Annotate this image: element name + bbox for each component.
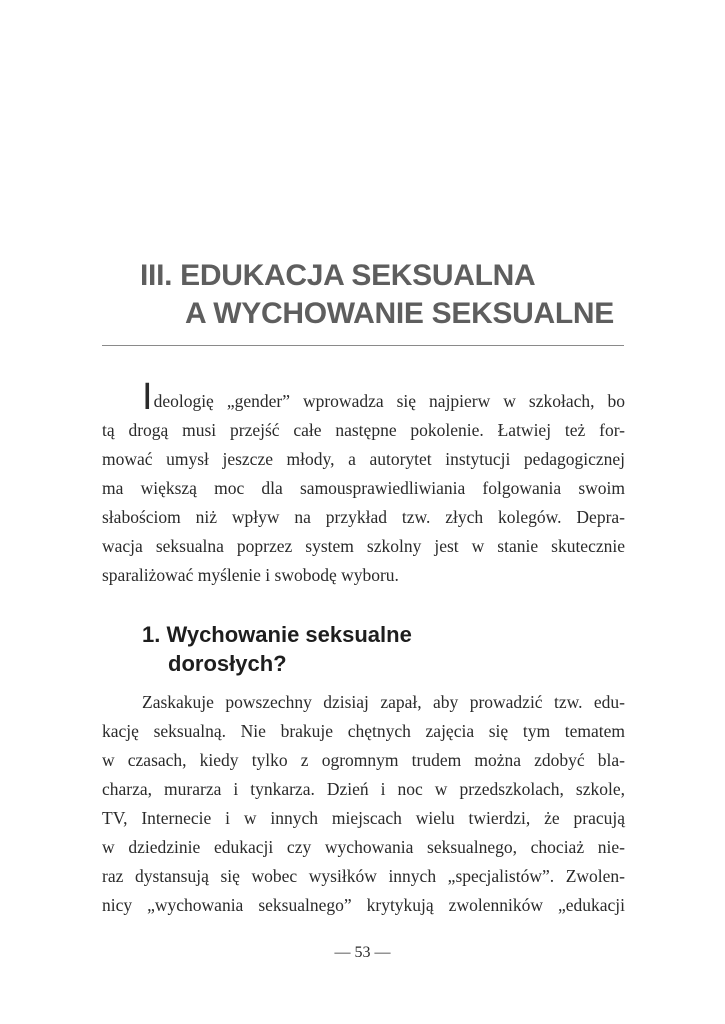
section-title-line-2: dorosłych? <box>168 651 287 676</box>
section-title-line-1: 1. Wychowanie seksualne <box>142 622 412 647</box>
body-line-5: TV, Internecie i w innych miejscach wielu twierdzi, że pracują <box>102 808 625 828</box>
intro-line-5: słabościom niż wpływ na przykład tzw. złych kolegów. Depra- <box>102 507 625 527</box>
intro-line-3: mować umysł jeszcze młody, a autorytet instytucji pedagogicznej <box>102 449 625 469</box>
intro-line-2: tą drogą musi przejść całe następne pokolenie. Łatwiej też for- <box>102 420 625 440</box>
intro-line-7: sparaliżować myślenie i swobodę wyboru. <box>102 565 399 585</box>
body-line-7: raz dystansują się wobec wysiłków innych „specjalistów”. Zwolen- <box>102 866 625 886</box>
intro-paragraph <box>102 376 625 590</box>
intro-line-1 <box>102 376 625 418</box>
intro-line-1-text: deologię „gender” wprowadza się najpierw w szkołach, bo <box>153 391 625 411</box>
body-line-3: w czasach, kiedy tylko z ogromnym trudem można zdobyć bla- <box>102 750 625 770</box>
body-paragraph <box>102 688 625 920</box>
chapter-title-line-2: A WYCHOWANIE SEKSUALNE <box>185 297 614 330</box>
chapter-title-line-1: III. EDUKACJA SEKSUALNA <box>140 259 536 292</box>
body-line-8: nicy „wychowania seksualnego” krytykują zwolenników „edukacji <box>102 895 625 915</box>
chapter-title <box>140 257 640 333</box>
drop-initial: I <box>142 376 153 418</box>
body-line-2: kację seksualną. Nie brakuje chętnych zajęcia się tym tematem <box>102 721 625 741</box>
body-line-1: Zaskakuje powszechny dzisiaj zapał, aby prowadzić tzw. edu- <box>142 692 625 712</box>
intro-line-4: ma większą moc dla samousprawiedliwiania folgowania swoim <box>102 478 625 498</box>
title-divider <box>102 345 624 346</box>
section-title <box>142 620 542 678</box>
body-line-4: charza, murarza i tynkarza. Dzień i noc w przedszkolach, szkole, <box>102 779 625 799</box>
page-number: — 53 — <box>334 944 391 961</box>
intro-line-6: wacja seksualna poprzez system szkolny jest w stanie skutecznie <box>102 536 625 556</box>
body-line-6: w dziedzinie edukacji czy wychowania seksualnego, chociaż nie- <box>102 837 625 857</box>
